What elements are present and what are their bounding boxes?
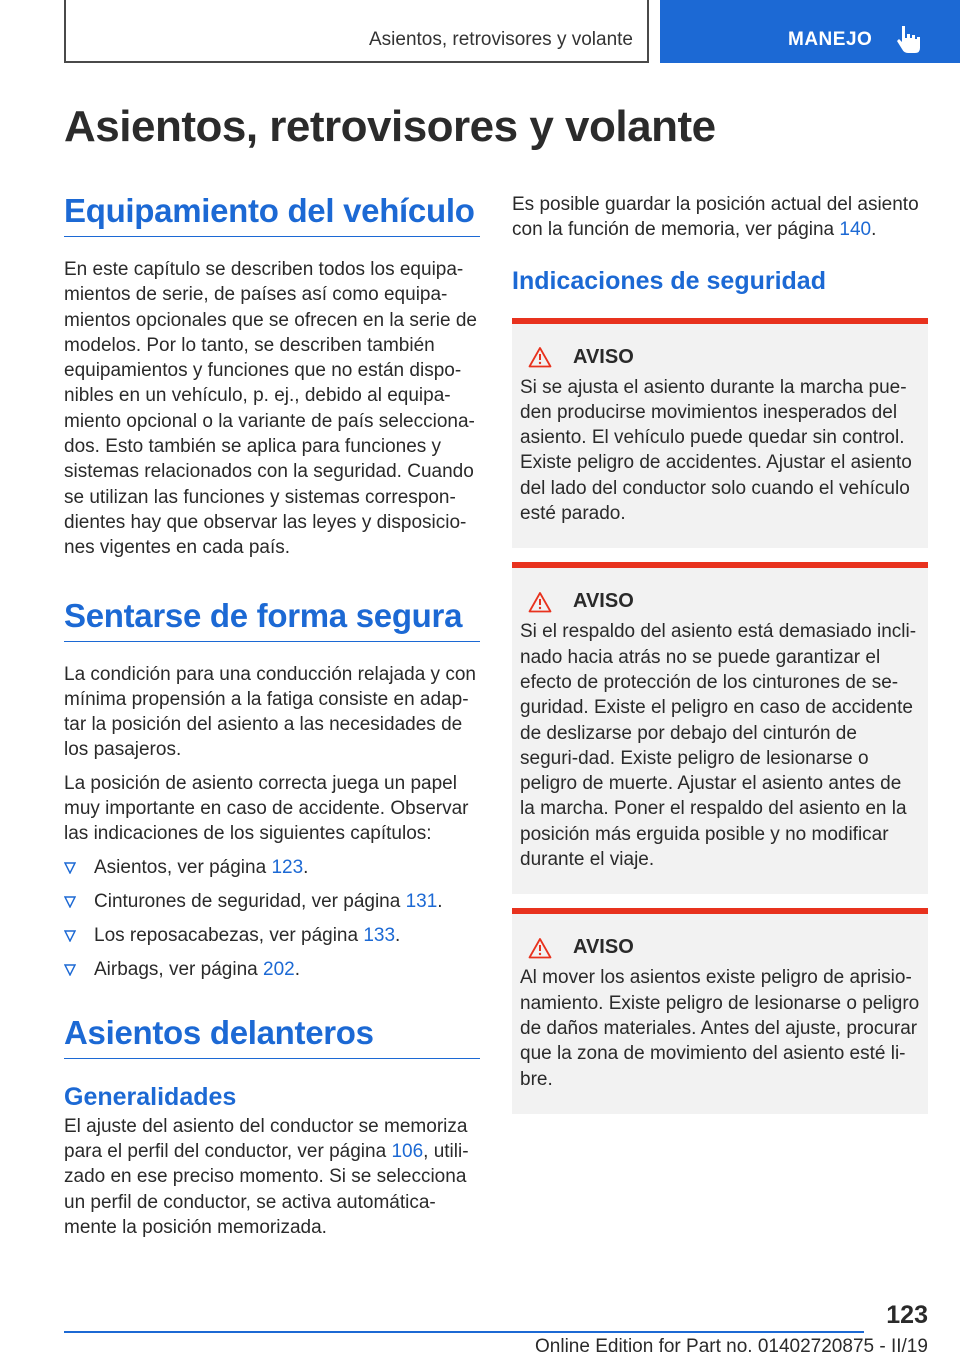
heading-seguridad: Indicaciones de seguridad <box>512 266 826 295</box>
warning-title: AVISO <box>573 345 634 368</box>
warning-triangle-icon <box>528 591 552 613</box>
page-link-106[interactable]: 106 <box>391 1140 424 1162</box>
chapter-header <box>64 0 649 63</box>
page-number: 123 <box>886 1301 928 1329</box>
warning-triangle-icon <box>528 346 552 368</box>
right-column <box>512 192 928 1114</box>
list-item: Asientos, ver página 123. <box>64 855 480 880</box>
page-link-202[interactable]: 202 <box>263 958 295 980</box>
heading-equipamiento: Equipamiento del vehículo <box>64 192 480 237</box>
warning-box <box>512 908 928 1113</box>
page-link-123[interactable]: 123 <box>271 856 304 878</box>
section-tab-manejo[interactable] <box>660 0 960 63</box>
sentarse-text-1: La condición para una conducción relajada y con mínima propensión a la fatiga consiste en adap-tar la posición del asiento a las necesidades de los pasajeros. <box>64 663 476 761</box>
triangle-bullet-icon <box>64 862 76 874</box>
warning-text: Si se ajusta el asiento durante la marcha pue-den producirse movimientos inesperados del asiento. El vehículo puede quedar sin control. Existe peligro de accidentes. Ajustar el asiento del lado del conductor solo cuando el vehículo esté parado. <box>520 376 912 525</box>
heading-sentarse: Sentarse de forma segura <box>64 597 480 642</box>
footer-divider <box>64 1331 864 1333</box>
chapter-reference-list <box>64 855 480 982</box>
warning-title: AVISO <box>573 590 634 613</box>
list-item: Los reposacabezas, ver página 133. <box>64 923 480 948</box>
warning-text: Al mover los asientos existe peligro de aprisio-namiento. Existe peligro de lesionarse o peligro de daños materiales. Antes del ajuste, procurar que la zona de movimiento del asiento esté li-bre. <box>520 967 920 1090</box>
warning-box <box>512 318 928 549</box>
list-item: Airbags, ver página 202. <box>64 957 480 982</box>
triangle-bullet-icon <box>64 964 76 976</box>
sentarse-text-2: La posición de asiento correcta juega un papel muy importante en caso de accidente. Observar las indicaciones de los siguientes capítulos: <box>64 772 469 845</box>
warning-box <box>512 562 928 894</box>
heading-generalidades: Generalidades <box>64 1082 237 1111</box>
page-link-133[interactable]: 133 <box>363 924 396 946</box>
page-title: Asientos, retrovisores y volante <box>64 102 716 151</box>
generalidades-text: El ajuste del asiento del conductor se memoriza para el perfil del conductor, ver página 106, utili-zado en ese preciso momento. Si se selecciona un perfil de conductor, se activa automática-mente la posición memorizada. <box>64 1115 469 1238</box>
heading-asientos-delanteros: Asientos delanteros <box>64 1014 480 1059</box>
equipamiento-text: En este capítulo se describen todos los equipa-mientos de serie, de países así como equipa-mientos opcionales que se ofrecen en la serie de modelos. Por lo tanto, se describen también equipamientos y funciones que no están dispo-nibles en un vehículo, p. ej., debido al equipa-miento opcional o la variante de país selecciona-dos. Esto también se aplica para funciones y sistemas relacionados con la seguridad. Cuando se utilizan las funciones y sistemas correspon-dientes hay que observar las leyes y disposicio-nes vigentes en cada país. <box>64 259 477 559</box>
edition-footer: Online Edition for Part no. 01402720875 - II/19 <box>535 1336 928 1357</box>
section-tab-label: MANEJO <box>788 29 873 50</box>
hand-pointer-icon <box>896 24 924 54</box>
left-column <box>64 192 480 1240</box>
page-link-131[interactable]: 131 <box>405 890 438 912</box>
memory-text: Es posible guardar la posición actual del asiento con la función de memoria, ver página 140. <box>512 194 919 241</box>
list-item: Cinturones de seguridad, ver página 131. <box>64 889 480 914</box>
page-link-140[interactable]: 140 <box>839 219 872 241</box>
chapter-title: Asientos, retrovisores y volante <box>368 29 633 50</box>
warning-triangle-icon <box>528 937 552 959</box>
triangle-bullet-icon <box>64 930 76 942</box>
warning-text: Si el respaldo del asiento está demasiado incli-nado hacia atrás no se puede garantizar el efecto de protección de los cinturones de se-guridad. Existe el peligro en caso de accidente de deslizarse por debajo del cinturón de seguri-dad. Existe peligro de lesionarse o peligro de muerte. Ajustar el asiento antes de la marcha. Poner el respaldo del asiento en la posición más erguida posible y no modificar durante el viaje. <box>520 621 917 871</box>
warning-title: AVISO <box>573 936 634 959</box>
triangle-bullet-icon <box>64 896 76 908</box>
